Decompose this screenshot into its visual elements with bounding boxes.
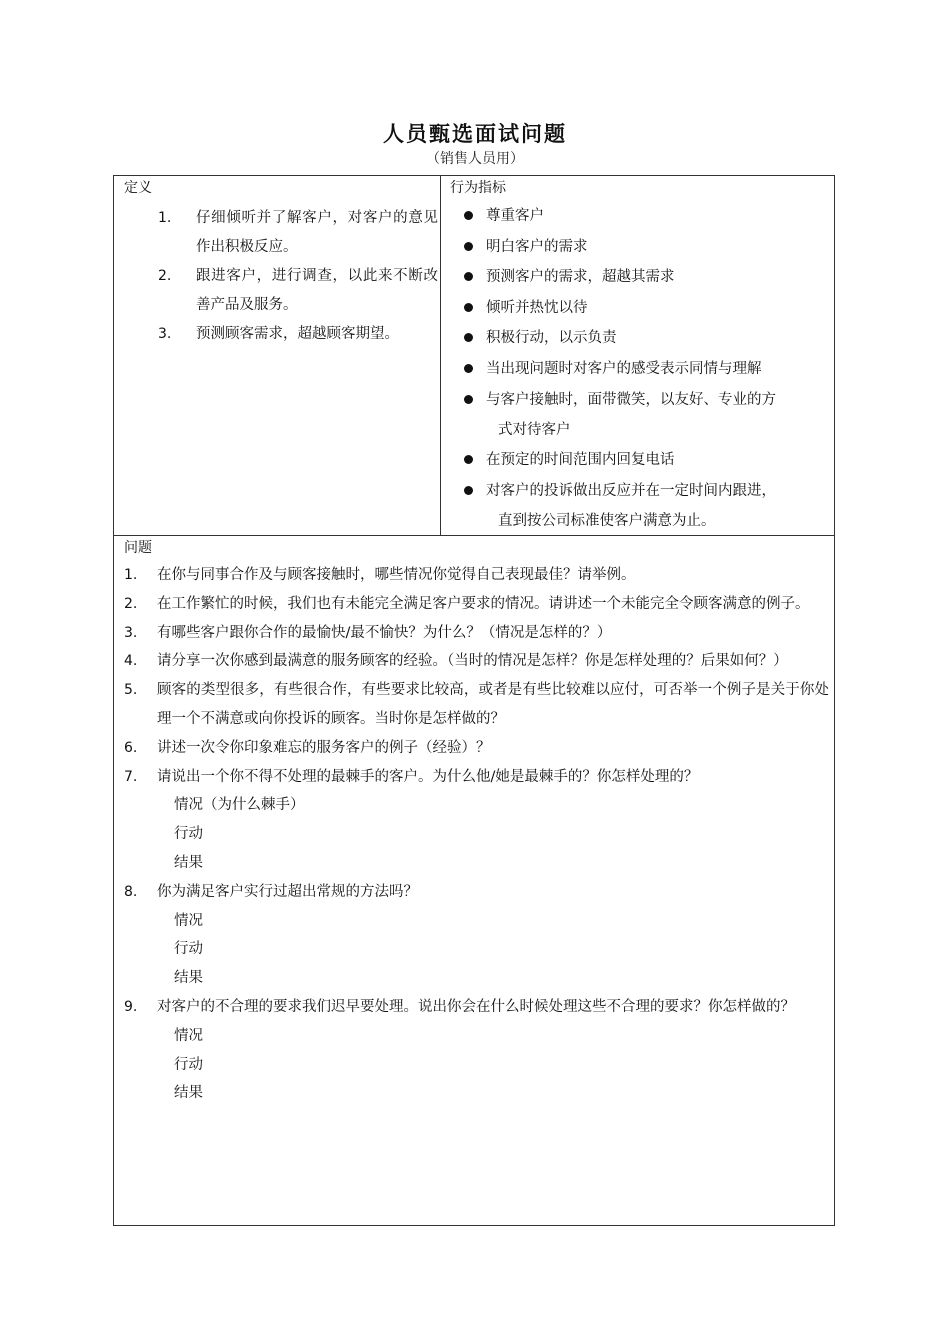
bullet-icon bbox=[464, 303, 473, 312]
bullet-icon bbox=[464, 272, 473, 281]
definition-text: 预测顾客需求，超越顾客期望。 bbox=[196, 326, 399, 342]
interview-table bbox=[113, 175, 835, 1226]
definition-number: 3. bbox=[158, 326, 172, 342]
question-number: 2. bbox=[124, 595, 138, 612]
indicator-text: 倾听并热忱以待 bbox=[486, 299, 588, 316]
indicator-item bbox=[462, 232, 832, 262]
indicator-text: 在预定的时间范围内回复电话 bbox=[486, 452, 675, 469]
question-text: 在你与同事合作及与顾客接触时，哪些情况你觉得自己表现最佳？请举例。 bbox=[157, 567, 636, 583]
question-item bbox=[124, 993, 829, 1108]
indicator-item bbox=[462, 385, 832, 445]
questions-heading: 问题 bbox=[124, 540, 152, 556]
definition-item bbox=[158, 320, 438, 349]
definition-number: 1. bbox=[158, 210, 172, 226]
definition-heading: 定义 bbox=[124, 180, 152, 196]
question-subitem: 情况 bbox=[174, 912, 203, 929]
indicator-text-continued: 式对待客户 bbox=[498, 421, 571, 438]
question-number: 3. bbox=[124, 624, 138, 641]
questions-list bbox=[124, 561, 829, 1108]
indicator-item bbox=[462, 445, 832, 475]
question-subitem: 结果 bbox=[174, 854, 203, 871]
indicator-text: 当出现问题时对客户的感受表示同情与理解 bbox=[486, 360, 762, 377]
question-subitem: 结果 bbox=[174, 970, 203, 987]
question-subitem: 行动 bbox=[174, 941, 203, 958]
question-item bbox=[124, 619, 829, 648]
bullet-icon bbox=[464, 455, 473, 464]
indicator-item bbox=[462, 323, 832, 353]
indicator-item bbox=[462, 262, 832, 292]
indicator-text: 对客户的投诉做出反应并在一定时间内跟进， bbox=[486, 482, 776, 499]
question-item bbox=[124, 590, 829, 619]
question-number: 4. bbox=[124, 653, 138, 670]
indicators-list bbox=[462, 201, 832, 536]
question-item bbox=[124, 647, 829, 676]
bullet-icon bbox=[464, 333, 473, 342]
question-item bbox=[124, 734, 829, 763]
indicator-text: 积极行动，以示负责 bbox=[486, 330, 617, 347]
definition-text: 仔细倾听并了解客户，对客户的意见作出积极反应。 bbox=[196, 210, 438, 255]
indicators-heading: 行为指标 bbox=[450, 180, 506, 196]
question-item bbox=[124, 561, 829, 590]
question-item bbox=[124, 878, 829, 993]
indicator-item bbox=[462, 201, 832, 231]
question-number: 6. bbox=[124, 739, 138, 756]
question-text: 顾客的类型很多，有些很合作，有些要求比较高，或者是有些比较难以应付，可否举一个例子是关于你处理一个不满意或向你投诉的顾客。当时你是怎样做的？ bbox=[157, 682, 829, 727]
question-item bbox=[124, 763, 829, 878]
definition-text: 跟进客户，进行调查，以此来不断改善产品及服务。 bbox=[196, 268, 438, 313]
bullet-icon bbox=[464, 395, 473, 404]
question-text: 对客户的不合理的要求我们迟早要处理。说出你会在什么时候处理这些不合理的要求？你怎样做的？ bbox=[157, 998, 795, 1015]
indicator-text: 预测客户的需求，超越其需求 bbox=[486, 269, 675, 286]
indicator-item bbox=[462, 476, 832, 536]
bullet-icon bbox=[464, 211, 473, 220]
question-number: 8. bbox=[124, 883, 138, 900]
bullet-icon bbox=[464, 364, 473, 373]
indicator-item bbox=[462, 293, 832, 323]
question-text: 讲述一次令你印象难忘的服务客户的例子（经验）？ bbox=[157, 739, 491, 756]
definition-item bbox=[158, 262, 438, 320]
indicator-text-continued: 直到按公司标准使客户满意为止。 bbox=[498, 512, 716, 529]
question-item bbox=[124, 676, 829, 734]
indicator-text: 与客户接触时，面带微笑，以友好、专业的方 bbox=[486, 391, 776, 408]
question-text: 有哪些客户跟你合作的最愉快/最不愉快？为什么？（情况是怎样的？） bbox=[157, 624, 612, 641]
question-text: 请分享一次你感到最满意的服务顾客的经验。（当时的情况是怎样？你是怎样处理的？后果如何？） bbox=[157, 653, 788, 670]
question-text: 请说出一个你不得不处理的最棘手的客户。为什么他/她是最棘手的？你怎样处理的？ bbox=[157, 768, 699, 785]
question-subitem: 情况 bbox=[174, 1027, 203, 1044]
definition-list bbox=[158, 204, 438, 349]
question-number: 9. bbox=[124, 998, 138, 1015]
question-number: 5. bbox=[124, 682, 138, 699]
question-subitem: 行动 bbox=[174, 826, 203, 843]
document-subtitle: （销售人员用） bbox=[426, 151, 524, 167]
question-subitem: 结果 bbox=[174, 1085, 203, 1102]
question-text: 在工作繁忙的时候，我们也有未能完全满足客户要求的情况。请讲述一个未能完全令顾客满意的例子。 bbox=[157, 595, 810, 612]
question-subitem: 行动 bbox=[174, 1056, 203, 1073]
indicator-text: 明白客户的需求 bbox=[486, 238, 588, 255]
question-text: 你为满足客户实行过超出常规的方法吗？ bbox=[157, 883, 418, 900]
question-number: 7. bbox=[124, 768, 138, 785]
indicator-item bbox=[462, 354, 832, 384]
bullet-icon bbox=[464, 486, 473, 495]
indicator-text: 尊重客户 bbox=[486, 208, 544, 224]
definition-item bbox=[158, 204, 438, 262]
bullet-icon bbox=[464, 242, 473, 251]
document-title: 人员甄选面试问题 bbox=[383, 122, 567, 146]
table-column-divider bbox=[440, 176, 441, 535]
definition-number: 2. bbox=[158, 268, 172, 284]
question-number: 1. bbox=[124, 567, 138, 583]
question-subitem: 情况（为什么棘手） bbox=[174, 797, 305, 814]
